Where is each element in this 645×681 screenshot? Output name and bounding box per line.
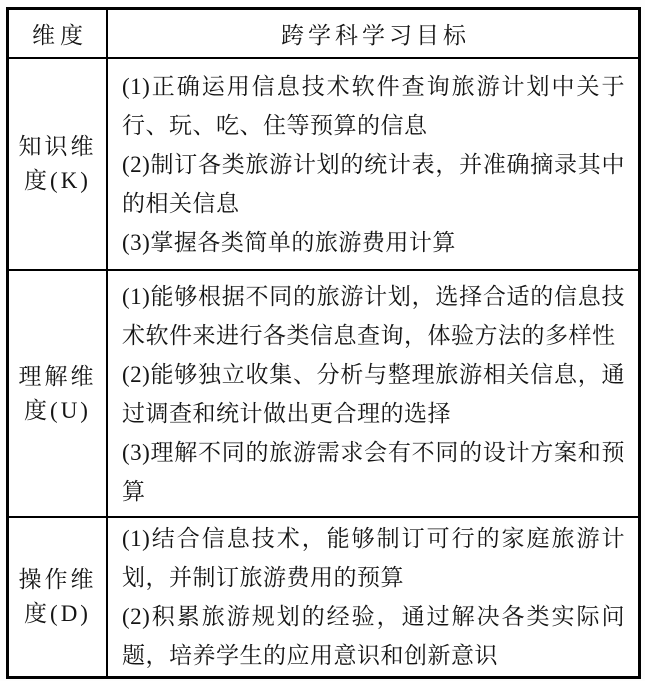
goal-item: (1)正确运用信息技术软件查询旅游计划中关于行、玩、吃、住等预算的信息 <box>122 73 625 138</box>
table-header-row <box>9 10 638 57</box>
table-row-knowledge <box>9 57 638 269</box>
dimension-cell-knowledge <box>9 59 108 269</box>
goals-cell-understanding <box>108 271 638 516</box>
learning-goals-table <box>6 7 641 679</box>
header-goals-cell <box>108 10 638 57</box>
goal-item: (3)掌握各类简单的旅游费用计算 <box>122 229 456 255</box>
goals-cell-knowledge <box>108 59 638 269</box>
dimension-label-line: 操作维 <box>18 567 97 592</box>
dimension-label-line: 度(U) <box>24 397 91 423</box>
header-dimension-label: 维度 <box>32 23 88 48</box>
table-row-understanding <box>9 269 638 516</box>
header-dimension-cell <box>9 10 108 57</box>
dimension-label-line: 度(D) <box>24 601 91 626</box>
dimension-cell-operation <box>9 518 108 676</box>
dimension-label-line: 知识维 <box>18 134 97 159</box>
dimension-label-line: 理解维 <box>18 363 97 389</box>
goal-item: (2)积累旅游规划的经验，通过解决各类实际问题，培养学生的应用意识和创新意识 <box>122 604 625 668</box>
goal-item: (2)能够独立收集、分析与整理旅游相关信息，通过调查和统计做出更合理的选择 <box>122 361 625 426</box>
goal-item: (3)理解不同的旅游需求会有不同的设计方案和预算 <box>122 439 625 504</box>
header-goals-label: 跨学科学习目标 <box>281 23 470 48</box>
goal-item: (1)结合信息技术，能够制订可行的家庭旅游计划，并制订旅游费用的预算 <box>122 526 625 590</box>
goal-item: (1)能够根据不同的旅游计划，选择合适的信息技术软件来进行各类信息查询，体验方法的多样性 <box>122 283 625 348</box>
dimension-label-line: 度(K) <box>24 168 91 193</box>
goals-cell-operation <box>108 518 638 676</box>
goal-item: (2)制订各类旅游计划的统计表，并准确摘录其中的相关信息 <box>122 151 625 216</box>
dimension-cell-understanding <box>9 271 108 516</box>
table-row-operation <box>9 516 638 676</box>
